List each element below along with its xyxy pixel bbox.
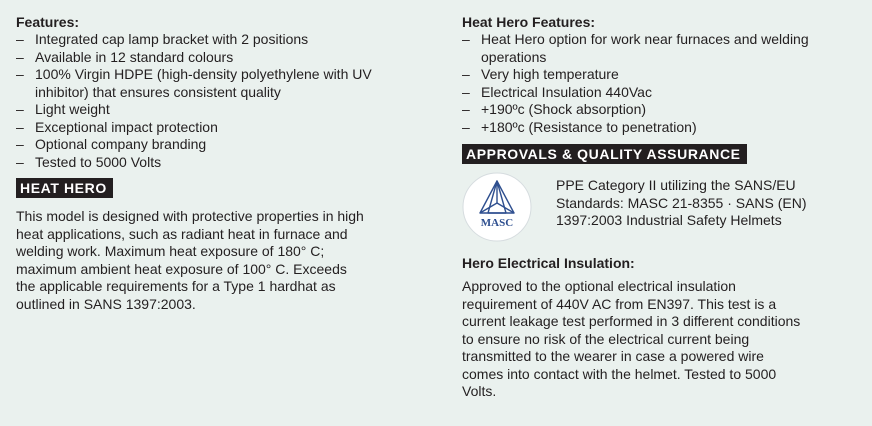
list-item-text: Electrical Insulation 440Vac	[481, 83, 652, 100]
list-item-text: +180ºc (Resistance to penetration)	[481, 118, 697, 135]
list-item-text: Light weight	[35, 101, 110, 117]
heat-hero-banner-wrap	[16, 178, 396, 198]
dash-bullet: –	[16, 136, 24, 152]
list-item	[462, 84, 862, 102]
list-item-text: Heat Hero option for work near furnaces and welding operations	[481, 31, 809, 65]
dash-bullet: –	[16, 48, 24, 65]
masc-approval-text: PPE Category II utilizing the SANS/EU Standards: MASC 21-8355 · SANS (EN) 1397:2003 Industrial Safety Helmets	[556, 177, 807, 228]
dash-bullet: –	[16, 31, 24, 47]
masc-logo-label: MASC	[480, 217, 514, 229]
dash-bullet: –	[462, 83, 470, 100]
dash-bullet: –	[462, 31, 470, 47]
list-item	[16, 49, 396, 67]
dash-bullet: –	[16, 101, 24, 117]
dash-bullet: –	[462, 118, 470, 135]
dash-bullet: –	[16, 66, 24, 82]
list-item-text: Tested to 5000 Volts	[35, 153, 162, 170]
list-item	[16, 136, 396, 154]
list-item	[16, 119, 396, 137]
list-item	[462, 31, 862, 66]
approvals-banner: APPROVALS & QUALITY ASSURANCE	[462, 144, 747, 164]
list-item	[462, 66, 862, 84]
dash-bullet: –	[462, 66, 470, 82]
list-item-text: +190ºc (Shock absorption)	[481, 101, 647, 117]
list-item-text: Optional company branding	[35, 136, 207, 152]
masc-approval-row	[462, 170, 862, 242]
masc-logo-icon	[462, 172, 532, 242]
features-list	[16, 31, 396, 171]
list-item-text: Very high temperature	[481, 66, 619, 82]
left-column	[16, 14, 396, 313]
list-item-text: Available in 12 standard colours	[35, 48, 234, 65]
list-item	[16, 154, 396, 172]
heat-hero-features-list	[462, 31, 862, 136]
right-column	[462, 14, 862, 401]
heat-hero-banner: HEAT HERO	[16, 178, 113, 198]
list-item-text: Exceptional impact protection	[35, 118, 218, 135]
features-heading: Features:	[16, 14, 80, 30]
list-item	[16, 31, 396, 49]
electrical-insulation-heading: Hero Electrical Insulation:	[462, 255, 635, 271]
list-item	[462, 119, 862, 137]
list-item-text: Integrated cap lamp bracket with 2 positions	[35, 31, 309, 47]
heat-hero-features-heading: Heat Hero Features:	[462, 14, 596, 30]
dash-bullet: –	[16, 118, 24, 135]
list-item-text: 100% Virgin HDPE (high-density polyethylene with UV inhibitor) that ensures consistent quality	[35, 66, 372, 100]
heat-hero-description: This model is designed with protective properties in high heat applications, such as radiant heat in furnace and welding work. Maximum heat exposure of 180° C; maximum ambient heat exposure of 100° C. Exceeds the applicable requirements for a Type 1 hardhat as outlined in SANS 1397:2003.	[16, 208, 364, 312]
electrical-insulation-text: Approved to the optional electrical insulation requirement of 440V AC from EN397. This test is a current leakage test performed in 3 different conditions to ensure no risk of the electrical current being transmitted to the wearer in case a powered wire comes into contact with the helmet. Tested to 5000 Volts.	[462, 278, 801, 399]
list-item	[16, 101, 396, 119]
approvals-banner-wrap	[462, 144, 862, 164]
dash-bullet: –	[462, 101, 470, 117]
list-item	[16, 66, 396, 101]
dash-bullet: –	[16, 153, 24, 170]
list-item	[462, 101, 862, 119]
